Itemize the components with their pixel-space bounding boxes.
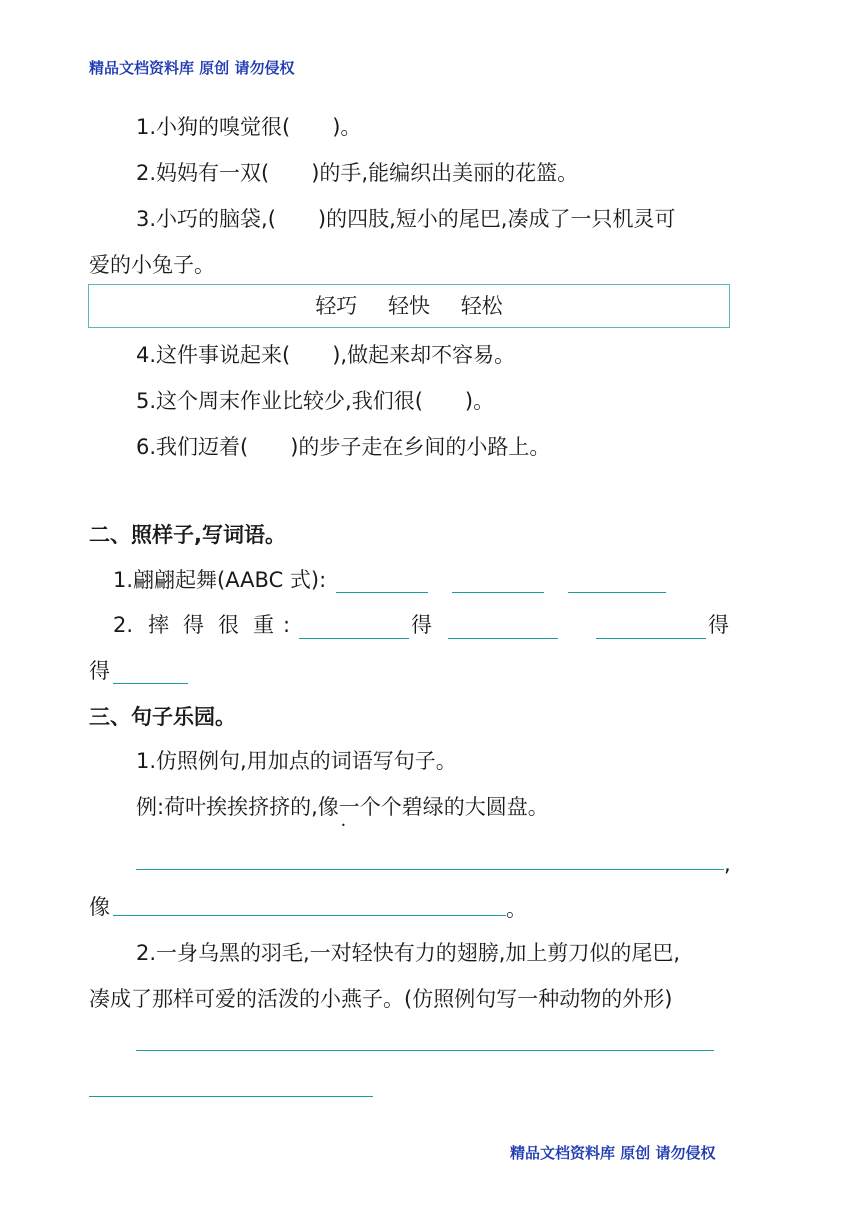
word-bank-item: 轻快 [388, 294, 430, 318]
watermark-bottom: 精品文档资料库 原创 请勿侵权 [510, 1144, 716, 1162]
q2-char: 得 [183, 613, 204, 637]
answer-blank[interactable] [452, 592, 544, 593]
q2-char: : [283, 613, 291, 637]
q2-char: 很 [218, 613, 239, 637]
answer-blank[interactable] [596, 638, 706, 639]
answer-blank[interactable] [113, 683, 188, 684]
question-4: 4.这件事说起来( ),做起来却不容易。 [136, 343, 516, 367]
period: 。 [506, 897, 527, 921]
de-char: 得 [89, 659, 110, 683]
question-3-line1: 3.小巧的脑袋,( )的四肢,短小的尾巴,凑成了一只机灵可 [136, 207, 676, 231]
answer-blank[interactable] [568, 592, 666, 593]
question-5: 5.这个周末作业比较少,我们很( )。 [136, 389, 495, 413]
like-char: 像 [89, 895, 110, 919]
part3-question-2-line1: 2.一身乌黑的羽毛,一对轻快有力的翅膀,加上剪刀似的尾巴, [136, 941, 681, 965]
section-2-title: 二、照样子,写词语。 [89, 523, 286, 547]
answer-blank[interactable] [336, 592, 428, 593]
q2-char: 重 [253, 613, 274, 637]
word-bank-item: 轻巧 [315, 294, 358, 318]
de-char: 得 [708, 613, 729, 637]
q2-char: 2. [113, 613, 134, 637]
question-6: 6.我们迈着( )的步子走在乡间的小路上。 [136, 435, 551, 459]
question-3-line2: 爱的小兔子。 [89, 253, 215, 277]
part3-question-1: 1.仿照例句,用加点的词语写句子。 [136, 749, 457, 773]
answer-blank[interactable] [299, 638, 409, 639]
watermark-top: 精品文档资料库 原创 请勿侵权 [89, 59, 295, 77]
word-bank-item: 轻松 [460, 294, 503, 318]
q2-char: 摔 [148, 613, 169, 637]
part2-question-1 [113, 566, 326, 594]
answer-line[interactable] [113, 915, 506, 916]
answer-line[interactable] [89, 1096, 373, 1097]
comma: , [724, 852, 731, 876]
part2-q1-label: 1.翩翩起舞(AABC 式): [113, 568, 327, 592]
part2-question-2 [113, 611, 290, 639]
de-char: 得 [411, 613, 432, 637]
section-3-title: 三、句子乐园。 [89, 705, 236, 729]
emphasis-dot: • [341, 821, 346, 830]
answer-blank[interactable] [448, 638, 558, 639]
part3-question-2-line2: 凑成了那样可爱的活泼的小燕子。(仿照例句写一种动物的外形) [89, 987, 673, 1011]
word-bank-box [88, 284, 730, 328]
answer-line[interactable] [136, 1050, 714, 1051]
answer-line[interactable] [136, 869, 724, 870]
question-1: 1.小狗的嗅觉很( )。 [136, 115, 362, 139]
question-2: 2.妈妈有一双( )的手,能编织出美丽的花篮。 [136, 161, 579, 185]
example-sentence: 例:荷叶挨挨挤挤的,像一个个碧绿的大圆盘。 [136, 795, 549, 819]
